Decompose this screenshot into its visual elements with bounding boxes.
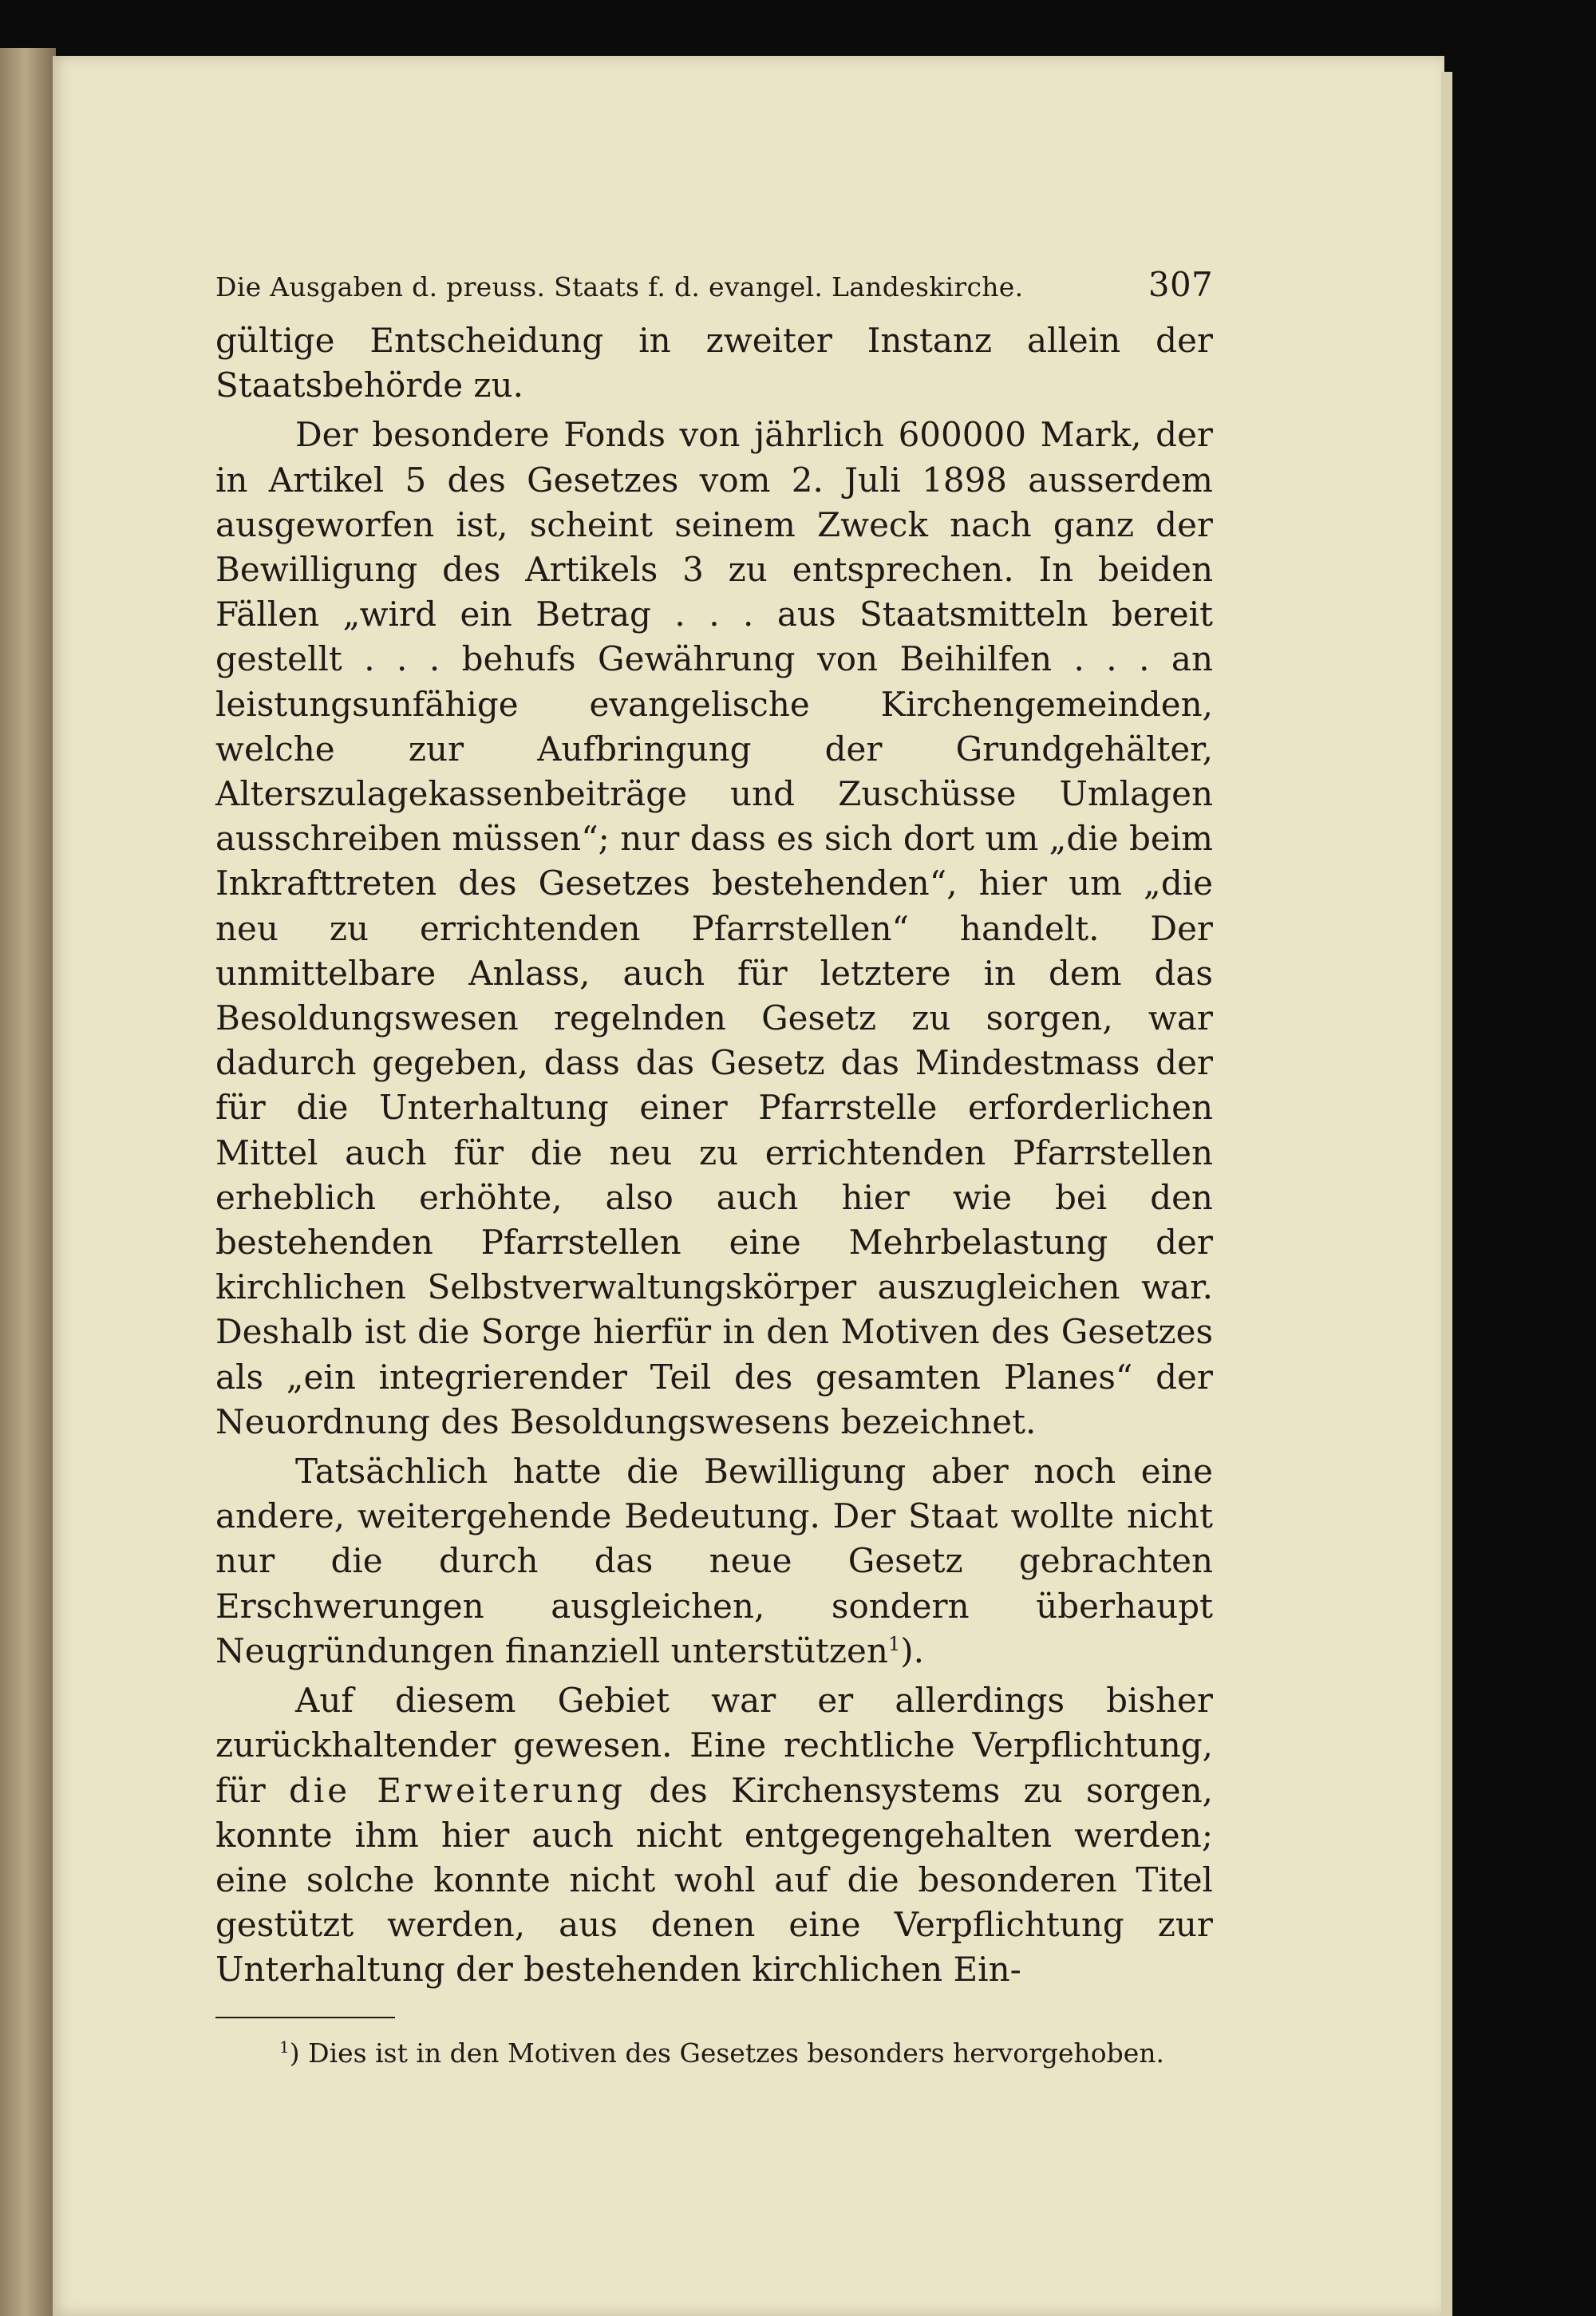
- paragraph-3: [215, 1449, 1213, 1674]
- body-text: [215, 318, 1213, 1993]
- paragraph-4: [215, 1678, 1213, 1992]
- page-edge: [1441, 72, 1452, 2316]
- text-block: [215, 265, 1213, 2071]
- previous-page-edge: [0, 48, 56, 2316]
- running-head: [215, 265, 1213, 304]
- page-number: 307: [1148, 265, 1213, 304]
- paragraph-3-tail: ).: [900, 1630, 924, 1670]
- paragraph-3-text: Tatsächlich hatte die Bewilligung aber noch eine andere, weitergehende Bedeutung. Der Staat wollte nicht nur die durch das neue Gesetz gebrachten Erschwerungen ausgleichen, sondern überhaupt Neugründungen finanziell unterstützen: [215, 1452, 1213, 1670]
- footnote-marker: 1: [279, 2037, 290, 2057]
- footnote-reference: 1: [887, 1632, 901, 1655]
- paragraph-4-tail: des Kirchensystems zu sorgen, konnte ihm hier auch nicht entgegengehalten werden; eine solche konnte nicht wohl auf die besonderen Titel gestützt werden, aus denen eine Verpflichtung zur Unterhaltung der bestehenden kirchlichen Ein-: [215, 1770, 1214, 1990]
- paragraph-1: gültige Entscheidung in zweiter Instanz allein der Staatsbehörde zu.: [215, 321, 1213, 405]
- paragraph-2: Der besondere Fonds von jährlich 600000 Mark, der in Artikel 5 des Gesetzes vom 2. Juli 1898 ausserdem ausgeworfen ist, scheint seinem Zweck nach ganz der Bewilligung des Artikels 3 zu entsprechen. In beiden Fällen „wird ein Betrag . . . aus Staatsmitteln bereit gestellt . . . behufs Gewährung von Beihilfen . . . an leistungsunfähige evangelische Kirchengemeinden, welche zur Aufbringung der Grundgehälter, Alterszulagekassenbeiträge und Zuschüsse Umlagen ausschreiben müssen“; nur dass es sich dort um „die beim Inkrafttreten des Gesetzes bestehenden“, hier um „die neu zu errichtenden Pfarrstellen“ handelt. Der unmittelbare Anlass, auch für letztere in dem das Besoldungswesen regelnden Gesetz zu sorgen, war dadurch gegeben, dass das Gesetz das Mindestmass der für die Unterhaltung einer Pfarrstelle erforderlichen Mittel auch für die neu zu errichtenden Pfarrstellen erheblich erhöhte, also auch hier wie bei den bestehenden Pfarrstellen eine Mehrbelastung der kirchlichen Selbstverwaltungskörper auszugleichen war. Deshalb ist die Sorge hierfür in den Motiven des Gesetzes als „ein integrierender Teil des gesamten Planes“ der Neuordnung des Besoldungswesens bezeichnet.: [215, 415, 1213, 1441]
- emphasized-text: die Erweiterung: [288, 1770, 626, 1810]
- footnote-marker-close: ): [289, 2037, 300, 2069]
- running-title: Die Ausgaben d. preuss. Staats f. d. evangel. Landeskirche.: [215, 271, 1024, 302]
- footnote: [215, 2036, 1213, 2071]
- footnote-text: Dies ist in den Motiven des Gesetzes besonders hervorgehoben.: [308, 2037, 1165, 2069]
- footnote-divider: [215, 2017, 395, 2018]
- paragraph-4-text: Auf diesem Gebiet war er allerdings bisher zurückhaltender gewesen. Eine rechtliche Verpflichtung, für: [215, 1681, 1213, 1810]
